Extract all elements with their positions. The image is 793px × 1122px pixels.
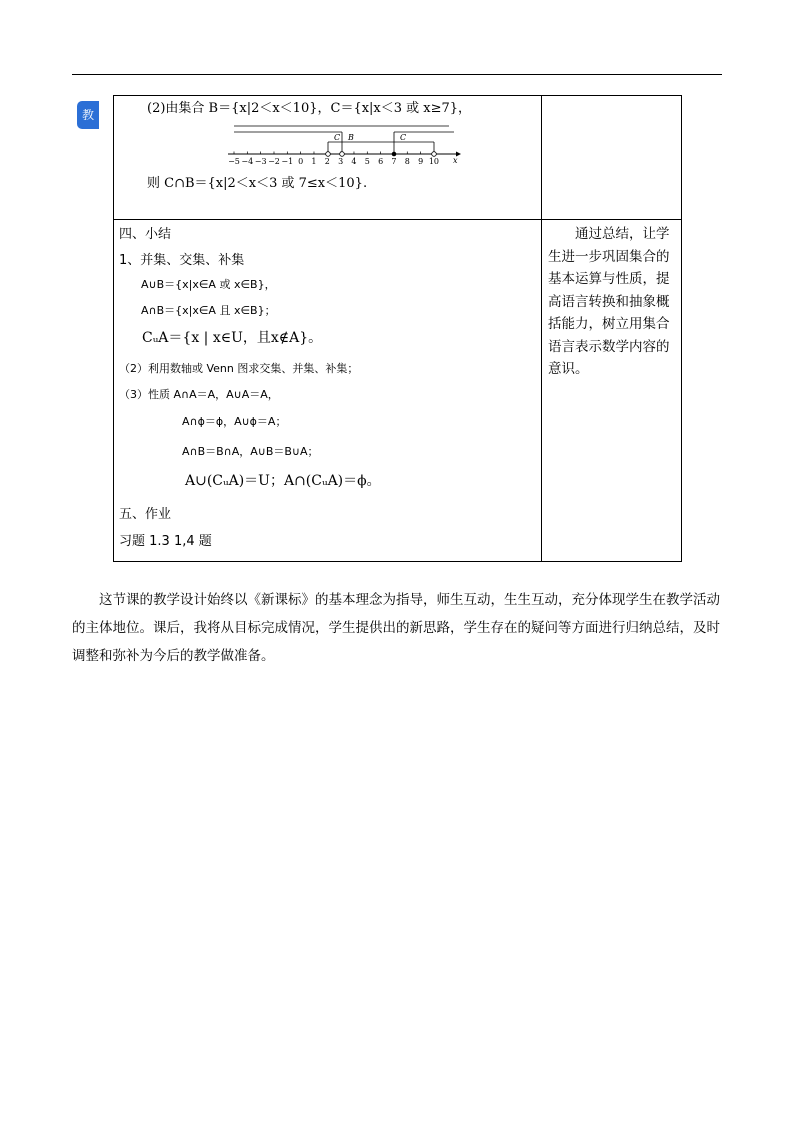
axis-tick-label: −5 [228,157,240,166]
note-cell-empty [542,96,682,220]
teaching-intent-cell [542,220,682,562]
axis-tick-label: 8 [404,157,410,166]
closing-paragraph: 这节课的教学设计始终以《新课标》的基本理念为指导，师生互动，生生互动，充分体现学生在教学活动的主体地位。课后，我将从目标完成情况，学生提供出的新思路，学生存在的疑问等方面进行归纳总结，及时调整和弥补为今后的教学做准备。 [72,592,720,664]
side-tab[interactable]: 教 [77,101,99,129]
axis-tick-labels [228,157,439,166]
axis-tick-label: −3 [254,157,267,166]
table-row [114,220,682,562]
axis-tick-label: 0 [298,157,304,166]
intersection-definition: A∩B＝{x|x∈A 且 x∈B}； [141,304,276,317]
label-b: B [348,133,354,142]
axis-tick-label: 2 [324,157,330,166]
open-point-3 [340,152,345,157]
item2-text: （2）利用数轴或 Venn 图求交集、并集、补集； [119,362,359,375]
table-row [114,96,682,220]
item1-title: 1、并集、交集、补集 [119,253,245,268]
axis-tick-label: 4 [351,157,357,166]
axis-tick-label: 1 [311,157,317,166]
axis-tick-label: 10 [428,157,440,166]
content-cell [114,96,542,220]
item3-text: （3）性质 A∩A＝A，A∪A＝A， [119,388,279,401]
header-rule [72,74,722,75]
sets-definition-line: (2)由集合 B＝{x|2＜x＜10}，C＝{x|x＜3 或 x≥7}， [147,101,472,116]
closed-point-7 [392,152,397,157]
union-definition: A∪B＝{x|x∈A 或 x∈B}， [141,278,276,291]
axis-tick-label: −1 [281,157,294,166]
commutative-property: A∩B＝B∩A，A∪B＝B∪A； [182,445,319,458]
axis-tick-label: 7 [391,157,397,166]
axis-tick-label: −4 [241,157,254,166]
axis-tick-label: 5 [364,157,370,166]
label-c-left: C [334,133,341,142]
axis-tick-label: 3 [338,157,344,166]
intersection-result: 则 C∩B＝{x|2＜x＜3 或 7≤x＜10}. [147,176,368,191]
section5-title: 五、作业 [119,507,172,522]
open-point-2 [326,152,331,157]
label-c-right: C [400,133,407,142]
open-point-10 [432,152,437,157]
axis-tick-label: 9 [418,157,424,166]
axis-label-x: x [453,156,458,165]
summary-cell [114,220,542,562]
section4-title: 四、小结 [119,227,172,242]
homework-text: 习题 1.3 1,4 题 [119,534,212,549]
teaching-intent-note: 通过总结，让学生进一步巩固集合的基本运算与性质，提高语言转换和抽象概括能力，树立用集合语言表示数学内容的意识。 [548,226,670,377]
empty-set-property: A∩ϕ＝ϕ，A∪ϕ＝A； [182,415,287,428]
complement-property: A∪(CᵤA)＝U；A∩(CᵤA)＝ϕ。 [185,473,381,489]
axis-tick-label: −2 [268,157,280,166]
complement-definition: CᵤA＝{x | x∈U，且x∉A}。 [142,330,323,346]
lesson-table [113,95,682,562]
axis-tick-label: 6 [378,157,384,166]
